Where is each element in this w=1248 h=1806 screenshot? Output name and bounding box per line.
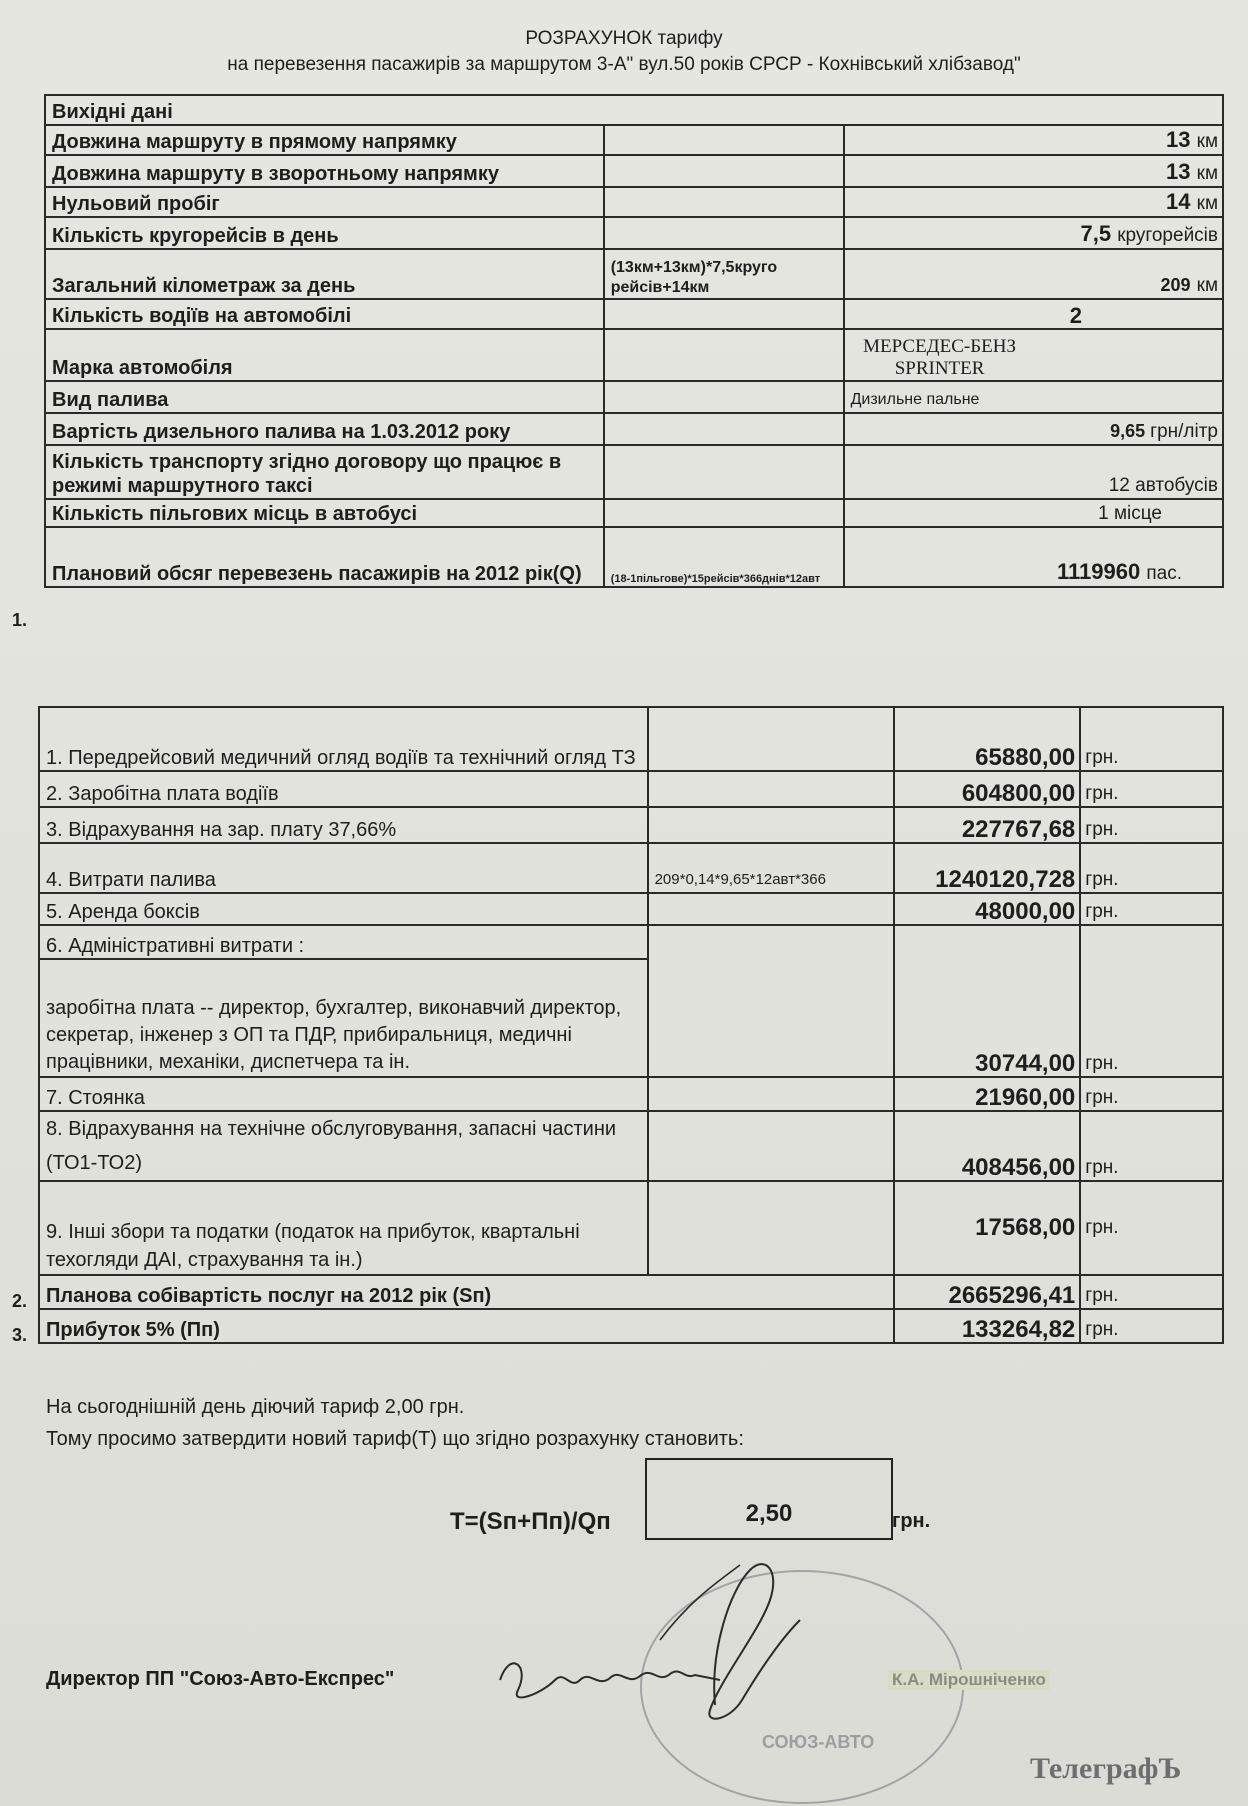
table-row: 6. Адміністративні витрати : 30744,00 грн. xyxy=(39,925,1223,959)
request-text: Тому просимо затвердити новий тариф(Т) що згідно розрахунку становить: xyxy=(46,1428,744,1450)
costs-table xyxy=(38,706,1224,1344)
table-row: 5. Аренда боксів 48000,00 грн. xyxy=(39,893,1223,925)
table-row: 8. Відрахування на технічне обслуговування, запасні частини (ТО1-ТО2) 408456,00 грн. xyxy=(39,1111,1223,1181)
table-row: Кількість пільгових місць в автобусі 1 місце xyxy=(45,499,1223,527)
total-row: Планова собівартість послуг на 2012 рік (Sп) 2665296,41 грн. xyxy=(39,1275,1223,1309)
tariff-value: 2,50 xyxy=(745,1500,793,1527)
table-row: Довжина маршруту в прямому напрямку 13 км xyxy=(45,125,1223,155)
table-row: Загальний кілометраж за день (13км+13км)*7,5круго рейсів+14км 209 км xyxy=(45,249,1223,299)
table-row: Нульовий пробіг 14 км xyxy=(45,187,1223,217)
current-tariff-text: На сьогоднішній день діючий тариф 2,00 грн. xyxy=(46,1396,465,1418)
watermark-logo: ТелеграфЪ xyxy=(1030,1752,1182,1785)
page-title: РОЗРАХУНОК тарифу xyxy=(525,28,723,49)
table-row: 2. Заробітна плата водіїв 604800,00 грн. xyxy=(39,771,1223,807)
row-note: (18-1пільгове)*15рейсів*366днів*12авт xyxy=(604,527,844,587)
table-row: Довжина маршруту в зворотньому напрямку 13 км xyxy=(45,155,1223,187)
row-marker: 1. xyxy=(12,610,28,630)
table-row: 3. Відрахування на зар. плату 37,66% 227767,68 грн. xyxy=(39,807,1223,843)
input-data-table xyxy=(44,94,1224,588)
total-row: Прибуток 5% (Пп) 133264,82 грн. xyxy=(39,1309,1223,1343)
table-row: заробітна плата -- директор, бухгалтер, виконавчий директор, секретар, інженер з ОП та ПДР, прибиральниця, медичні працівники, механіки, диспетчера та ін. xyxy=(39,959,1223,1077)
table-row: 9. Інші збори та податки (податок на прибуток, квартальні техогляди ДАІ, страхування та ін.) 17568,00 грн. xyxy=(39,1181,1223,1275)
table-row: Вартість дизельного палива на 1.03.2012 року 9,65 грн/літр xyxy=(45,413,1223,445)
table-row: 4. Витрати палива 209*0,14*9,65*12авт*366 1240120,728 грн. xyxy=(39,843,1223,893)
page-subtitle: на перевезення пасажирів за маршрутом 3-А" вул.50 років СРСР - Кохнівський хлібзавод" xyxy=(227,54,1021,75)
table-row: Кількість транспорту згідно договору що працює в режимі маршрутного таксі 12 автобусів xyxy=(45,445,1223,499)
signatory: Директор ПП "Союз-Авто-Експрес" xyxy=(46,1668,395,1690)
row-note: (13км+13км)*7,5круго рейсів+14км xyxy=(604,249,844,299)
handwritten-signature xyxy=(480,1530,900,1730)
tariff-formula: Т=(Sп+Пп)/Qп xyxy=(450,1508,611,1535)
row-marker: 2. xyxy=(12,1291,28,1311)
vehicle-brand: МЕРСЕДЕС-БЕНЗ SPRINTER xyxy=(844,329,1223,381)
input-data-heading: Вихідні дані xyxy=(45,95,1223,125)
row-marker: 3. xyxy=(12,1325,28,1345)
table-row: 1. Передрейсовий медичний огляд водіїв та технічний огляд ТЗ 65880,00 грн. xyxy=(39,707,1223,771)
table-row: Кількість кругорейсів в день 7,5 кругорейсів xyxy=(45,217,1223,249)
tariff-unit: грн. xyxy=(892,1510,931,1532)
table-row: Марка автомобіля МЕРСЕДЕС-БЕНЗ SPRINTER xyxy=(45,329,1223,381)
table-row: Кількість водіїв на автомобілі 2 xyxy=(45,299,1223,329)
signature-name: К.А. Мірошніченко xyxy=(888,1670,1050,1690)
fuel-calc-formula: 209*0,14*9,65*12авт*366 xyxy=(648,843,895,893)
table-row: Плановий обсяг перевезень пасажирів на 2012 рік(Q) (18-1пільгове)*15рейсів*366днів*12авт 1119960 пас. xyxy=(45,527,1223,587)
table-row: Вид палива Дизильне пальне xyxy=(45,381,1223,413)
tariff-box xyxy=(645,1458,893,1540)
stamp-text: СОЮЗ-АВТО xyxy=(762,1732,875,1752)
table-row: 7. Стоянка 21960,00 грн. xyxy=(39,1077,1223,1111)
